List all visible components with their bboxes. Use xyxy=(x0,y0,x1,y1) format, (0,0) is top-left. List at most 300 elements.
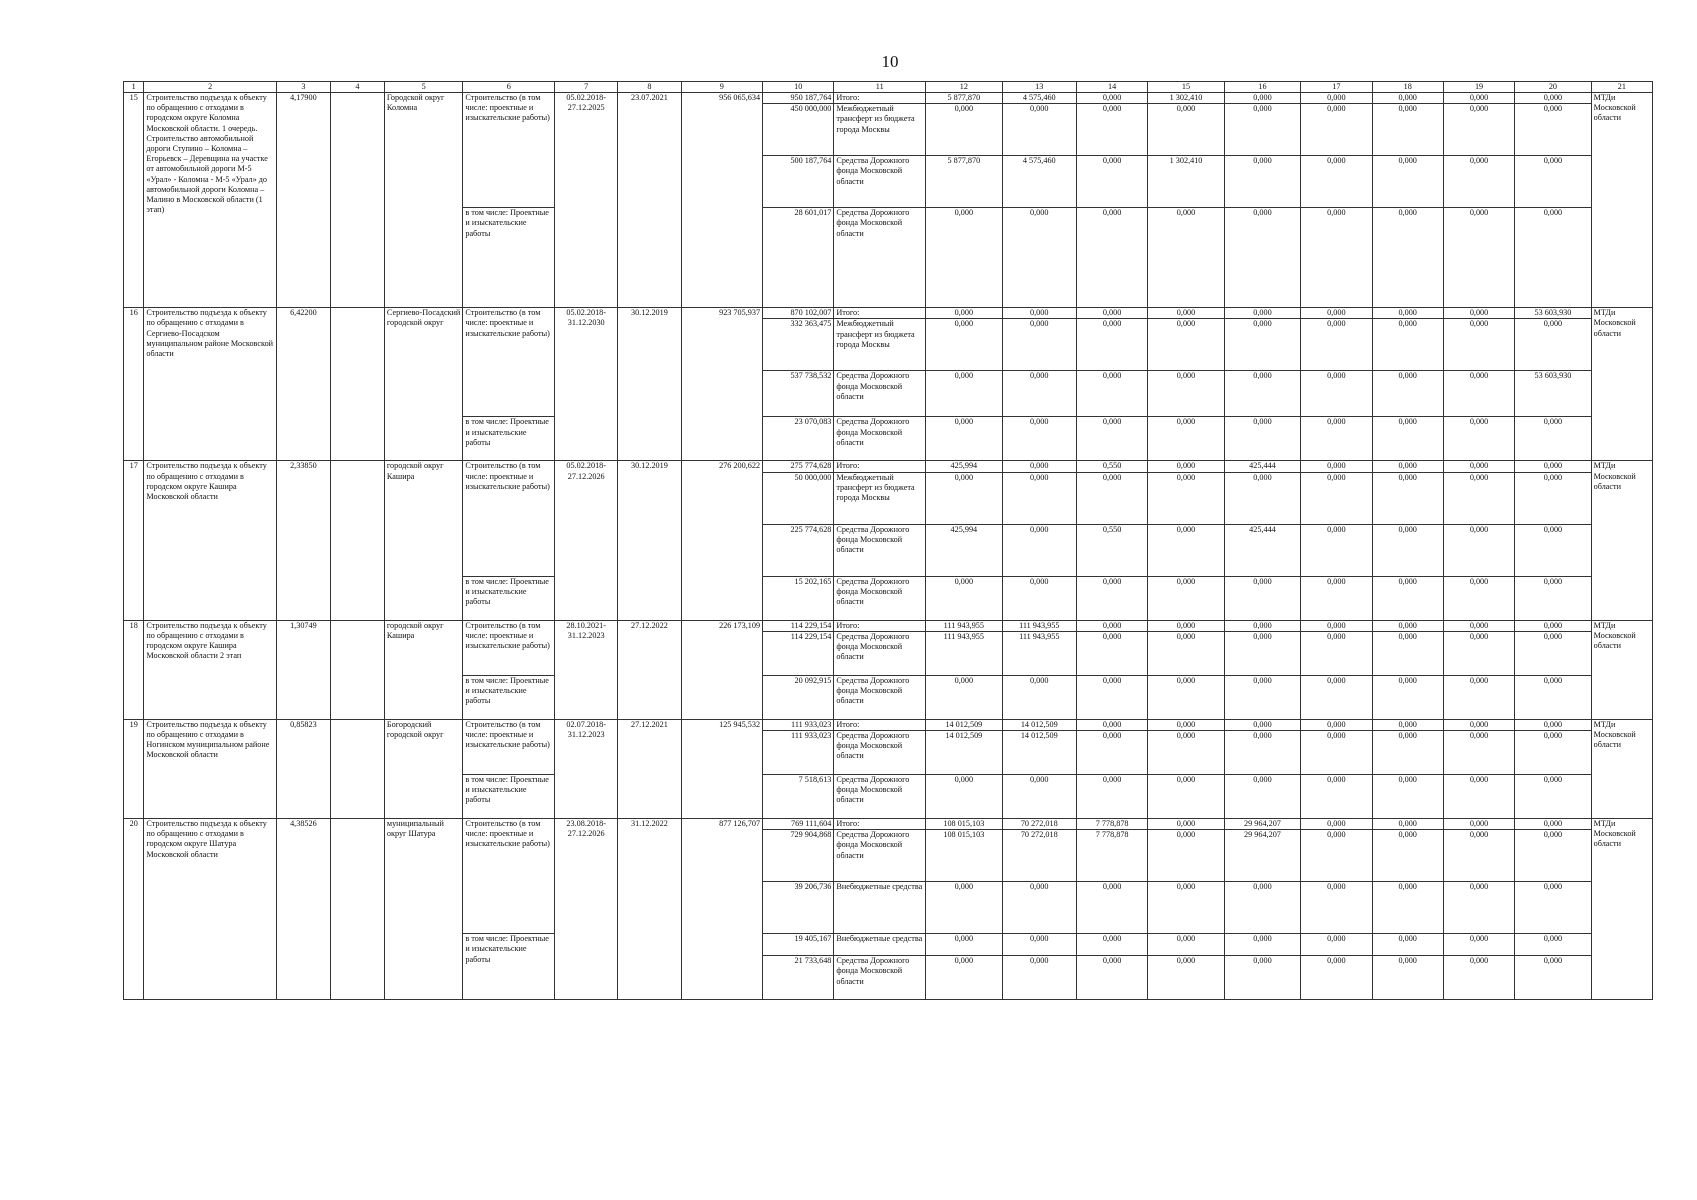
year-amount: 0,000 xyxy=(1515,775,1591,819)
year-amount: 0,000 xyxy=(1443,472,1514,524)
year-amount: 0,000 xyxy=(1301,934,1372,956)
year-amount: 0,000 xyxy=(1372,675,1443,719)
empty-cell xyxy=(330,461,384,620)
year-amount: 0,000 xyxy=(1372,775,1443,819)
year-amount: 0,000 xyxy=(1148,819,1224,830)
funding-total: 950 187,764 xyxy=(763,93,834,104)
year-amount: 111 943,955 xyxy=(926,620,1002,631)
year-amount: 0,000 xyxy=(1443,524,1514,576)
year-amount: 0,000 xyxy=(1443,576,1514,620)
year-amount: 53 603,930 xyxy=(1515,308,1591,319)
funding-total: 39 206,736 xyxy=(763,882,834,934)
year-amount: 0,000 xyxy=(1148,620,1224,631)
year-amount: 0,000 xyxy=(1148,308,1224,319)
year-amount: 29 964,207 xyxy=(1224,830,1300,882)
column-number-row xyxy=(124,82,1653,93)
funding-source: Средства Дорожного фонда Московской области xyxy=(834,675,926,719)
year-amount: 0,000 xyxy=(1515,882,1591,934)
year-amount: 0,000 xyxy=(926,934,1002,956)
year-amount: 0,000 xyxy=(1224,934,1300,956)
year-amount: 0,000 xyxy=(1224,576,1300,620)
funding-total: 20 092,915 xyxy=(763,675,834,719)
column-number: 13 xyxy=(1002,82,1076,93)
year-amount: 0,000 xyxy=(1148,319,1224,371)
object-length: 1,30749 xyxy=(276,620,330,719)
year-amount: 0,000 xyxy=(1515,93,1591,104)
column-number: 20 xyxy=(1515,82,1591,93)
object-cost: 276 200,622 xyxy=(681,461,763,620)
year-amount: 0,000 xyxy=(1148,472,1224,524)
record-number: 16 xyxy=(124,308,144,461)
funding-source: Средства Дорожного фонда Московской области xyxy=(834,524,926,576)
year-amount: 0,000 xyxy=(1301,208,1372,308)
year-amount: 0,000 xyxy=(1301,524,1372,576)
year-amount: 0,000 xyxy=(1443,308,1514,319)
open-date: 30.12.2019 xyxy=(618,308,681,461)
year-amount: 5 877,870 xyxy=(926,156,1002,208)
object-cost: 877 126,707 xyxy=(681,819,763,1000)
funding-source: Внебюджетные средства xyxy=(834,882,926,934)
year-amount: 0,000 xyxy=(1076,882,1147,934)
year-amount: 0,000 xyxy=(1224,731,1300,775)
year-amount: 0,000 xyxy=(1148,461,1224,472)
work-type: Строительство (в том числе: проектные и изыскательские работы) xyxy=(463,93,555,208)
year-amount: 0,000 xyxy=(1301,461,1372,472)
funding-source: Итого: xyxy=(834,719,926,730)
column-number: 11 xyxy=(834,82,926,93)
year-amount: 0,000 xyxy=(1224,93,1300,104)
year-amount: 0,000 xyxy=(1148,882,1224,934)
year-amount: 0,000 xyxy=(1372,620,1443,631)
work-type-sub: в том числе: Проектные и изыскательские работы xyxy=(463,934,555,1000)
year-amount: 0,000 xyxy=(1301,576,1372,620)
funding-source: Средства Дорожного фонда Московской области xyxy=(834,830,926,882)
year-amount: 0,000 xyxy=(1372,830,1443,882)
year-amount: 0,000 xyxy=(1443,93,1514,104)
year-amount: 111 943,955 xyxy=(1002,631,1076,675)
year-amount: 0,000 xyxy=(1515,524,1591,576)
funding-total: 23 070,083 xyxy=(763,417,834,461)
municipality: городской округ Кашира xyxy=(384,461,462,620)
funding-source: Средства Дорожного фонда Московской области xyxy=(834,576,926,620)
year-amount: 0,000 xyxy=(1372,208,1443,308)
year-amount: 0,000 xyxy=(1002,934,1076,956)
year-amount: 425,994 xyxy=(926,524,1002,576)
year-amount: 0,000 xyxy=(1148,775,1224,819)
record-number: 19 xyxy=(124,719,144,818)
year-amount: 0,000 xyxy=(1443,620,1514,631)
empty-cell xyxy=(330,620,384,719)
municipality: городской округ Кашира xyxy=(384,620,462,719)
year-amount: 0,000 xyxy=(1372,308,1443,319)
year-amount: 0,000 xyxy=(1515,319,1591,371)
year-amount: 0,000 xyxy=(1002,319,1076,371)
municipality: Сергиево-Посадский городской округ xyxy=(384,308,462,461)
year-amount: 53 603,930 xyxy=(1515,371,1591,417)
year-amount: 0,000 xyxy=(1224,472,1300,524)
column-number: 6 xyxy=(463,82,555,93)
year-amount: 0,000 xyxy=(1372,576,1443,620)
year-amount: 0,000 xyxy=(1148,934,1224,956)
year-amount: 0,000 xyxy=(1372,819,1443,830)
record-number: 17 xyxy=(124,461,144,620)
year-amount: 0,000 xyxy=(1372,956,1443,1000)
funding-total: 729 904,868 xyxy=(763,830,834,882)
year-amount: 0,000 xyxy=(1301,371,1372,417)
year-amount: 0,000 xyxy=(1515,675,1591,719)
column-number: 9 xyxy=(681,82,763,93)
year-amount: 0,000 xyxy=(1443,819,1514,830)
column-number: 14 xyxy=(1076,82,1147,93)
year-amount: 0,550 xyxy=(1076,524,1147,576)
year-amount: 0,000 xyxy=(1076,93,1147,104)
year-amount: 0,000 xyxy=(1515,731,1591,775)
object-cost: 956 065,634 xyxy=(681,93,763,308)
object-length: 6,42200 xyxy=(276,308,330,461)
year-amount: 0,000 xyxy=(1301,319,1372,371)
year-amount: 0,000 xyxy=(1301,93,1372,104)
year-amount: 70 272,018 xyxy=(1002,830,1076,882)
year-amount: 0,000 xyxy=(1076,956,1147,1000)
column-number: 7 xyxy=(555,82,618,93)
funding-total: 114 229,154 xyxy=(763,631,834,675)
column-number: 5 xyxy=(384,82,462,93)
year-amount: 0,000 xyxy=(1076,371,1147,417)
funding-source: Межбюджетный трансферт из бюджета города Москвы xyxy=(834,104,926,156)
year-amount: 0,000 xyxy=(1076,731,1147,775)
year-amount: 0,000 xyxy=(1224,775,1300,819)
year-amount: 0,000 xyxy=(1224,675,1300,719)
year-amount: 0,000 xyxy=(1224,156,1300,208)
year-amount: 0,000 xyxy=(1515,461,1591,472)
year-amount: 0,000 xyxy=(1224,308,1300,319)
open-date: 30.12.2019 xyxy=(618,461,681,620)
empty-cell xyxy=(330,719,384,818)
open-date: 27.12.2021 xyxy=(618,719,681,818)
year-amount: 0,000 xyxy=(1076,719,1147,730)
year-amount: 0,000 xyxy=(1301,156,1372,208)
column-number: 18 xyxy=(1372,82,1443,93)
year-amount: 108 015,103 xyxy=(926,830,1002,882)
year-amount: 0,000 xyxy=(1148,208,1224,308)
year-amount: 0,000 xyxy=(926,371,1002,417)
funding-source: Средства Дорожного фонда Московской области xyxy=(834,775,926,819)
year-amount: 0,000 xyxy=(1372,93,1443,104)
year-amount: 14 012,509 xyxy=(926,719,1002,730)
work-type-sub: в том числе: Проектные и изыскательские работы xyxy=(463,775,555,819)
year-amount: 0,000 xyxy=(1224,956,1300,1000)
year-amount: 0,000 xyxy=(926,308,1002,319)
year-amount: 0,000 xyxy=(1002,371,1076,417)
object-name: Строительство подъезда к объекту по обращению с отходами в городском округе Шатура Московской области xyxy=(144,819,277,1000)
year-amount: 425,444 xyxy=(1224,524,1300,576)
year-amount: 0,000 xyxy=(1076,104,1147,156)
year-amount: 0,000 xyxy=(1148,830,1224,882)
municipality: муниципальный округ Шатура xyxy=(384,819,462,1000)
object-name: Строительство подъезда к объекту по обращению с отходами в городском округе Кашира Московской области 2 этап xyxy=(144,620,277,719)
table-row xyxy=(124,719,1653,730)
funding-source: Средства Дорожного фонда Московской области xyxy=(834,956,926,1000)
year-amount: 0,000 xyxy=(1301,819,1372,830)
empty-cell xyxy=(330,308,384,461)
column-number: 3 xyxy=(276,82,330,93)
year-amount: 0,000 xyxy=(1224,620,1300,631)
year-amount: 0,000 xyxy=(1515,819,1591,830)
object-length: 0,85823 xyxy=(276,719,330,818)
year-amount: 0,000 xyxy=(1224,371,1300,417)
work-type: Строительство (в том числе: проектные и изыскательские работы) xyxy=(463,819,555,934)
funding-total: 7 518,613 xyxy=(763,775,834,819)
funding-total: 50 000,000 xyxy=(763,472,834,524)
work-type-sub: в том числе: Проектные и изыскательские работы xyxy=(463,675,555,719)
object-length: 2,33850 xyxy=(276,461,330,620)
funding-source: Средства Дорожного фонда Московской области xyxy=(834,631,926,675)
funding-source: Итого: xyxy=(834,819,926,830)
funding-source: Итого: xyxy=(834,620,926,631)
year-amount: 0,000 xyxy=(1372,319,1443,371)
year-amount: 0,000 xyxy=(1372,104,1443,156)
year-amount: 0,000 xyxy=(1515,104,1591,156)
open-date: 23.07.2021 xyxy=(618,93,681,308)
funding-total: 111 933,023 xyxy=(763,719,834,730)
funding-source: Внебюджетные средства xyxy=(834,934,926,956)
year-amount: 111 943,955 xyxy=(926,631,1002,675)
year-amount: 0,000 xyxy=(1002,576,1076,620)
year-amount: 0,000 xyxy=(926,956,1002,1000)
year-amount: 0,000 xyxy=(1443,882,1514,934)
period: 05.02.2018-27.12.2025 xyxy=(555,93,618,308)
year-amount: 5 877,870 xyxy=(926,93,1002,104)
object-name: Строительство подъезда к объекту по обращению с отходами в Ногинском муниципальном районе Московской области xyxy=(144,719,277,818)
funding-total: 769 111,604 xyxy=(763,819,834,830)
record-number: 18 xyxy=(124,620,144,719)
year-amount: 425,444 xyxy=(1224,461,1300,472)
work-type-sub: в том числе: Проектные и изыскательские работы xyxy=(463,208,555,308)
year-amount: 0,000 xyxy=(1515,208,1591,308)
year-amount: 0,000 xyxy=(1076,472,1147,524)
year-amount: 4 575,460 xyxy=(1002,156,1076,208)
year-amount: 0,000 xyxy=(1443,731,1514,775)
year-amount: 0,000 xyxy=(1515,472,1591,524)
municipality: Богородский городской округ xyxy=(384,719,462,818)
record-number: 15 xyxy=(124,93,144,308)
funding-total: 500 187,764 xyxy=(763,156,834,208)
year-amount: 0,000 xyxy=(926,576,1002,620)
column-number: 4 xyxy=(330,82,384,93)
period: 02.07.2018-31.12.2023 xyxy=(555,719,618,818)
year-amount: 0,000 xyxy=(1224,319,1300,371)
work-type-sub: в том числе: Проектные и изыскательские работы xyxy=(463,417,555,461)
year-amount: 0,000 xyxy=(1224,417,1300,461)
year-amount: 7 778,878 xyxy=(1076,819,1147,830)
column-number: 17 xyxy=(1301,82,1372,93)
empty-cell xyxy=(330,93,384,308)
year-amount: 0,000 xyxy=(1372,461,1443,472)
table-row xyxy=(124,620,1653,631)
period: 28.10.2021-31.12.2023 xyxy=(555,620,618,719)
funding-source: Средства Дорожного фонда Московской области xyxy=(834,417,926,461)
year-amount: 0,000 xyxy=(1148,956,1224,1000)
object-cost: 226 173,109 xyxy=(681,620,763,719)
year-amount: 0,000 xyxy=(1148,719,1224,730)
year-amount: 0,000 xyxy=(1002,775,1076,819)
object-name: Строительство подъезда к объекту по обращению с отходами в Сергиево-Посадском муниципальном районе Московской области xyxy=(144,308,277,461)
object-cost: 923 705,937 xyxy=(681,308,763,461)
open-date: 27.12.2022 xyxy=(618,620,681,719)
program-table xyxy=(123,81,1653,1000)
year-amount: 0,000 xyxy=(1515,719,1591,730)
year-amount: 0,000 xyxy=(1515,830,1591,882)
year-amount: 0,000 xyxy=(1301,775,1372,819)
funding-source: Итого: xyxy=(834,461,926,472)
year-amount: 0,000 xyxy=(926,775,1002,819)
funding-total: 332 363,475 xyxy=(763,319,834,371)
year-amount: 0,000 xyxy=(1148,104,1224,156)
year-amount: 0,000 xyxy=(1148,731,1224,775)
funding-source: Средства Дорожного фонда Московской области xyxy=(834,731,926,775)
year-amount: 0,000 xyxy=(926,208,1002,308)
work-type: Строительство (в том числе: проектные и изыскательские работы) xyxy=(463,308,555,417)
funding-total: 19 405,167 xyxy=(763,934,834,956)
year-amount: 0,000 xyxy=(1076,208,1147,308)
year-amount: 14 012,509 xyxy=(1002,731,1076,775)
year-amount: 0,000 xyxy=(1372,719,1443,730)
funding-total: 114 229,154 xyxy=(763,620,834,631)
year-amount: 0,000 xyxy=(1301,104,1372,156)
funding-total: 225 774,628 xyxy=(763,524,834,576)
year-amount: 0,000 xyxy=(1148,631,1224,675)
year-amount: 0,000 xyxy=(1301,719,1372,730)
year-amount: 0,000 xyxy=(1515,576,1591,620)
year-amount: 0,000 xyxy=(1372,472,1443,524)
column-number: 16 xyxy=(1224,82,1300,93)
year-amount: 0,000 xyxy=(1515,956,1591,1000)
year-amount: 0,000 xyxy=(1301,830,1372,882)
work-type: Строительство (в том числе: проектные и изыскательские работы) xyxy=(463,461,555,576)
year-amount: 7 778,878 xyxy=(1076,830,1147,882)
year-amount: 0,000 xyxy=(1443,156,1514,208)
executor: МТДи Московской области xyxy=(1591,461,1652,620)
year-amount: 0,000 xyxy=(1443,319,1514,371)
year-amount: 0,000 xyxy=(926,675,1002,719)
funding-source: Средства Дорожного фонда Московской области xyxy=(834,371,926,417)
year-amount: 0,000 xyxy=(1372,156,1443,208)
funding-total: 21 733,648 xyxy=(763,956,834,1000)
column-number: 12 xyxy=(926,82,1002,93)
work-type-sub: в том числе: Проектные и изыскательские работы xyxy=(463,576,555,620)
executor: МТДи Московской области xyxy=(1591,620,1652,719)
funding-total: 870 102,007 xyxy=(763,308,834,319)
funding-source: Итого: xyxy=(834,93,926,104)
year-amount: 0,000 xyxy=(1002,524,1076,576)
year-amount: 0,000 xyxy=(1372,731,1443,775)
executor: МТДи Московской области xyxy=(1591,93,1652,308)
year-amount: 0,000 xyxy=(1148,417,1224,461)
year-amount: 0,000 xyxy=(926,319,1002,371)
year-amount: 0,000 xyxy=(1301,731,1372,775)
funding-source: Межбюджетный трансферт из бюджета города Москвы xyxy=(834,472,926,524)
year-amount: 0,000 xyxy=(1301,631,1372,675)
object-cost: 125 945,532 xyxy=(681,719,763,818)
year-amount: 0,000 xyxy=(1224,208,1300,308)
year-amount: 0,000 xyxy=(1372,882,1443,934)
year-amount: 0,000 xyxy=(1301,675,1372,719)
year-amount: 0,000 xyxy=(1224,719,1300,730)
year-amount: 0,000 xyxy=(1224,631,1300,675)
year-amount: 0,000 xyxy=(1443,934,1514,956)
year-amount: 0,000 xyxy=(1443,956,1514,1000)
year-amount: 0,000 xyxy=(1076,308,1147,319)
year-amount: 14 012,509 xyxy=(1002,719,1076,730)
funding-total: 275 774,628 xyxy=(763,461,834,472)
table-row xyxy=(124,308,1653,319)
year-amount: 0,000 xyxy=(1515,417,1591,461)
year-amount: 0,000 xyxy=(1076,675,1147,719)
year-amount: 0,000 xyxy=(1443,719,1514,730)
work-type: Строительство (в том числе: проектные и изыскательские работы) xyxy=(463,719,555,774)
year-amount: 0,000 xyxy=(1002,308,1076,319)
executor: МТДи Московской области xyxy=(1591,308,1652,461)
column-number: 15 xyxy=(1148,82,1224,93)
year-amount: 0,000 xyxy=(1002,104,1076,156)
year-amount: 0,000 xyxy=(1301,417,1372,461)
table-row xyxy=(124,93,1653,104)
year-amount: 0,000 xyxy=(926,104,1002,156)
column-number: 10 xyxy=(763,82,834,93)
year-amount: 0,000 xyxy=(1076,631,1147,675)
funding-total: 537 738,532 xyxy=(763,371,834,417)
open-date: 31.12.2022 xyxy=(618,819,681,1000)
year-amount: 0,000 xyxy=(1002,956,1076,1000)
municipality: Городской округ Коломна xyxy=(384,93,462,308)
year-amount: 425,994 xyxy=(926,461,1002,472)
year-amount: 1 302,410 xyxy=(1148,93,1224,104)
year-amount: 0,000 xyxy=(1372,934,1443,956)
year-amount: 0,000 xyxy=(1076,156,1147,208)
table-row xyxy=(124,461,1653,472)
year-amount: 0,000 xyxy=(1301,956,1372,1000)
year-amount: 0,000 xyxy=(1443,675,1514,719)
column-number: 21 xyxy=(1591,82,1652,93)
funding-source: Средства Дорожного фонда Московской области xyxy=(834,208,926,308)
period: 05.02.2018-27.12.2026 xyxy=(555,461,618,620)
empty-cell xyxy=(330,819,384,1000)
year-amount: 0,000 xyxy=(1372,371,1443,417)
year-amount: 0,000 xyxy=(926,417,1002,461)
year-amount: 0,000 xyxy=(1076,576,1147,620)
year-amount: 111 943,955 xyxy=(1002,620,1076,631)
column-number: 2 xyxy=(144,82,277,93)
year-amount: 0,000 xyxy=(1443,417,1514,461)
year-amount: 0,000 xyxy=(1515,934,1591,956)
year-amount: 0,000 xyxy=(1515,631,1591,675)
year-amount: 0,000 xyxy=(1076,775,1147,819)
funding-total: 28 601,017 xyxy=(763,208,834,308)
year-amount: 0,000 xyxy=(1443,631,1514,675)
page-number: 10 xyxy=(881,52,899,71)
year-amount: 0,000 xyxy=(1148,524,1224,576)
year-amount: 0,000 xyxy=(1301,472,1372,524)
year-amount: 1 302,410 xyxy=(1148,156,1224,208)
year-amount: 0,550 xyxy=(1076,461,1147,472)
object-name: Строительство подъезда к объекту по обращению с отходами в городском округе Коломна Московской области. 1 очередь. Строительство автомобильной дороги Ступино – Коломна – Егорьевск – Деревщина на участке от автомобильной дороги М-5 «Урал» - Коломна - М-5 «Урал» до автомобильной дороги Коломна – Малино в Московской области (1 этап) xyxy=(144,93,277,308)
year-amount: 0,000 xyxy=(1148,675,1224,719)
year-amount: 0,000 xyxy=(1443,371,1514,417)
column-number: 1 xyxy=(124,82,144,93)
year-amount: 0,000 xyxy=(1224,882,1300,934)
year-amount: 0,000 xyxy=(1076,319,1147,371)
year-amount: 108 015,103 xyxy=(926,819,1002,830)
